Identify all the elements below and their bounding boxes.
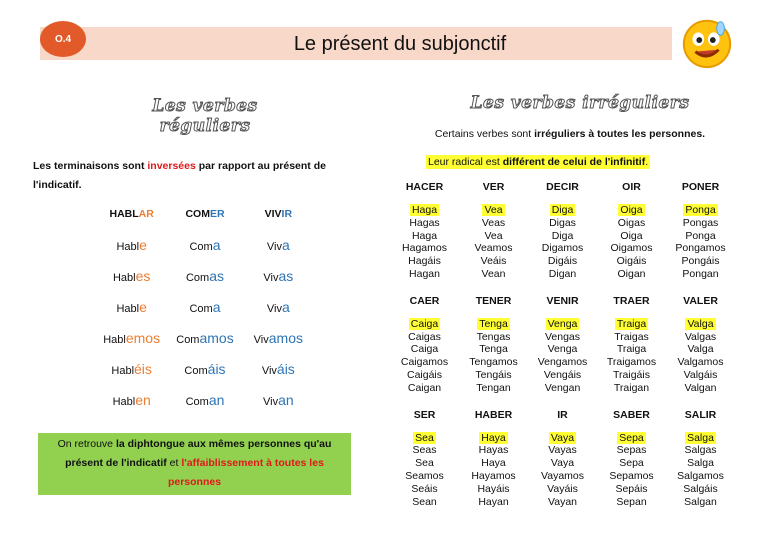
note-bold: la diphtongue aux mêmes personnes qu'au présent de l'indicatif	[65, 438, 332, 469]
verb-form: Diga	[551, 204, 574, 216]
conjugation-cell: Habléis	[111, 360, 152, 377]
verb-form: Sepan	[616, 495, 647, 508]
intro-highlight: inversées	[147, 160, 196, 172]
verb-form: Hagan	[409, 267, 440, 280]
verb-form: Oigamos	[610, 242, 653, 255]
verb-form: Vengamos	[537, 356, 588, 369]
verb-form: Vea	[484, 229, 503, 242]
verb-infinitive: TRAER	[613, 294, 650, 307]
verb-form: Hayas	[478, 444, 509, 457]
conjugation-cell: Comáis	[184, 360, 226, 377]
verb-form: Venga	[547, 317, 578, 330]
verb-infinitive: VER	[482, 181, 505, 193]
verb-form: Vayan	[548, 495, 577, 508]
verb-form: Tengas	[476, 330, 511, 343]
verb-form: Seáis	[411, 482, 438, 495]
verb-form: Seamos	[405, 469, 444, 482]
verb-form: Salgamos	[677, 469, 724, 482]
verb-form: Salga	[687, 457, 714, 470]
verb-form: Vayas	[548, 444, 577, 457]
verb-form: Haga	[411, 229, 438, 242]
verb-form: Sepa	[619, 457, 644, 470]
verb-infinitive: DECIR	[546, 181, 579, 193]
verb-form: Oigas	[617, 216, 646, 229]
verb-infinitive: HACER	[405, 181, 444, 193]
conjugation-cell: Comamos	[176, 329, 234, 346]
verb-form: Salgan	[684, 495, 717, 508]
verb-form: Valga	[687, 343, 714, 356]
page-title: Le présent du subjonctif	[293, 33, 507, 55]
verb-form: Haya	[481, 457, 506, 470]
verb-form: Hayamos	[471, 469, 516, 482]
verb-column	[390, 178, 459, 281]
verb-form: Hagas	[409, 216, 440, 229]
verb-form: Hayan	[478, 495, 509, 508]
regular-conjugation-table	[95, 198, 315, 415]
verb-form: Tenga	[479, 317, 508, 330]
regular-intro	[33, 157, 353, 195]
verb-form: Vayamos	[541, 469, 584, 482]
verb-column	[528, 406, 597, 509]
table-row	[95, 353, 315, 384]
verb-form: Ponga	[685, 204, 716, 216]
verb-form: Traigan	[613, 381, 650, 394]
verb-form: Sea	[415, 457, 434, 470]
verb-form: Sepáis	[615, 482, 648, 495]
verb-form: Caiga	[410, 343, 439, 356]
verb-form: Tengan	[476, 381, 511, 394]
verb-form: Caigamos	[400, 356, 449, 369]
verb-form: Vengan	[544, 381, 581, 394]
verb-form: Salgas	[684, 444, 717, 457]
radical-bold: différent de celui de l'infinitif	[502, 156, 646, 168]
verb-form: Vaya	[550, 457, 575, 470]
verb-form: Vengas	[544, 330, 581, 343]
verb-form: Hayáis	[477, 482, 510, 495]
verb-column	[666, 292, 735, 395]
verb-form: Vaya	[550, 431, 575, 444]
verb-form: Valgan	[684, 381, 717, 394]
irregular-verbs-grid	[390, 178, 735, 508]
verb-column	[528, 178, 597, 281]
verb-column	[597, 292, 666, 395]
note-red: l'affaiblissement à toutes les personnes	[167, 457, 324, 488]
verb-form: Sea	[415, 431, 434, 444]
verb-form: Digamos	[541, 242, 584, 255]
verb-form: Haga	[411, 204, 438, 216]
verb-infinitive: HABER	[474, 408, 513, 421]
irregular-intro	[400, 128, 740, 140]
radical-note	[426, 155, 650, 169]
verb-form: Sepas	[616, 444, 647, 457]
conjugation-cell: Hablen	[112, 391, 151, 408]
verb-form: Tengamos	[469, 356, 518, 369]
verb-form: Caiga	[410, 317, 439, 330]
verb-column	[459, 178, 528, 281]
verb-form: Vea	[484, 204, 503, 216]
table-row	[95, 260, 315, 291]
verb-form: Veamos	[474, 242, 513, 255]
verb-form: Caigas	[408, 330, 441, 343]
verb-form: Haya	[481, 431, 506, 444]
verb-form: Pongáis	[681, 255, 720, 268]
radical-end: .	[645, 156, 649, 168]
verb-infinitive: SER	[413, 408, 436, 421]
verb-infinitive: VALER	[683, 294, 718, 307]
irregular-verbs-heading: Les verbes irréguliers	[470, 93, 690, 113]
verb-form: Caigáis	[406, 368, 443, 381]
table-header	[95, 198, 315, 229]
column-header: VIVIR	[264, 207, 293, 220]
verb-column	[459, 292, 528, 395]
verb-form: Sepamos	[609, 469, 654, 482]
verb-form: Pongan	[682, 267, 719, 280]
conjugation-cell: Viva	[266, 298, 290, 315]
table-row	[95, 384, 315, 415]
verb-column	[666, 178, 735, 281]
conjugation-cell: Viva	[266, 236, 290, 253]
verb-form: Sean	[412, 495, 437, 508]
verb-form: Pongas	[682, 216, 719, 229]
verb-form: Oigáis	[616, 255, 647, 268]
conjugation-cell: Hable	[116, 298, 147, 315]
intro-text: Les terminaisons sont	[33, 160, 148, 172]
verb-form: Tenga	[479, 343, 508, 356]
verb-group	[390, 178, 735, 281]
verb-form: Hagamos	[402, 242, 447, 255]
verb-form: Oigan	[617, 267, 646, 280]
verb-form: Vayáis	[547, 482, 578, 495]
verb-infinitive: IR	[557, 408, 568, 421]
verb-column	[390, 292, 459, 395]
verb-form: Veas	[481, 216, 506, 229]
verb-form: Veáis	[480, 255, 507, 268]
table-row	[95, 322, 315, 353]
verb-form: Caigan	[407, 381, 442, 394]
verb-form: Vengáis	[543, 368, 582, 381]
verb-form: Digáis	[547, 255, 578, 268]
verb-column	[528, 292, 597, 395]
verb-infinitive: VENIR	[546, 294, 579, 307]
radical-text: Leur radical est	[428, 156, 503, 168]
verb-form: Tengáis	[475, 368, 512, 381]
verb-column	[459, 406, 528, 509]
conjugation-cell: Coman	[185, 391, 225, 408]
verb-form: Valgáis	[683, 368, 718, 381]
verb-form: Diga	[551, 229, 574, 242]
table-row	[95, 229, 315, 260]
verb-infinitive: PONER	[681, 181, 720, 193]
verb-form: Venga	[547, 343, 578, 356]
intro-bold: irréguliers à toutes les personnes.	[534, 128, 706, 140]
verb-form: Valgamos	[677, 356, 724, 369]
conjugation-cell: Vivas	[263, 267, 294, 284]
note-text: On retrouve	[57, 438, 116, 450]
verb-form: Ponga	[685, 229, 716, 242]
verb-form: Digan	[548, 267, 577, 280]
verb-form: Seas	[412, 444, 437, 457]
verb-form: Traigáis	[613, 368, 650, 381]
verb-form: Traigamos	[606, 356, 657, 369]
verb-column	[390, 406, 459, 509]
verb-column	[666, 406, 735, 509]
verb-form: Salgáis	[683, 482, 718, 495]
verb-form: Vean	[481, 267, 506, 280]
verb-form: Pongamos	[675, 242, 726, 255]
note-box	[38, 433, 351, 495]
regular-verbs-heading: Les verbes réguliers	[152, 96, 258, 136]
conjugation-cell: Comas	[185, 267, 224, 284]
conjugation-cell: Coma	[189, 298, 221, 315]
conjugation-cell: Hablemos	[103, 329, 161, 346]
intro-text-end: par rapport au présent de l'indicatif.	[33, 160, 326, 191]
verb-infinitive: TENER	[475, 294, 512, 307]
verb-infinitive: SALIR	[684, 408, 717, 421]
verb-form: Traiga	[616, 343, 647, 356]
verb-form: Valga	[687, 317, 714, 330]
verb-form: Traiga	[616, 317, 647, 330]
conjugation-cell: Vivan	[262, 391, 294, 408]
conjugation-cell: Viváis	[261, 360, 295, 377]
conjugation-cell: Hables	[112, 267, 151, 284]
verb-column	[597, 406, 666, 509]
column-header: COMER	[185, 207, 225, 220]
verb-column	[597, 178, 666, 281]
table-row	[95, 291, 315, 322]
lesson-badge: O.4	[40, 21, 86, 57]
column-header: HABLAR	[109, 207, 154, 220]
verb-group	[390, 406, 735, 509]
conjugation-cell: Hable	[116, 236, 147, 253]
verb-form: Traigas	[614, 330, 649, 343]
verb-form: Valgas	[684, 330, 717, 343]
intro-text: Certains verbes sont	[434, 128, 535, 140]
verb-form: Oiga	[620, 204, 643, 216]
note-text-mid: et	[166, 457, 182, 469]
verb-form: Digas	[549, 216, 576, 229]
conjugation-cell: Vivamos	[253, 329, 303, 346]
verb-infinitive: OIR	[622, 181, 641, 193]
winking-smiley-icon	[678, 13, 736, 71]
verb-form: Sepa	[619, 431, 644, 444]
verb-form: Hagáis	[408, 255, 441, 268]
conjugation-cell: Coma	[189, 236, 221, 253]
verb-form: Oiga	[620, 229, 643, 242]
verb-infinitive: SABER	[613, 408, 650, 421]
verb-infinitive: CAER	[409, 294, 440, 307]
verb-group	[390, 292, 735, 395]
verb-form: Salga	[687, 431, 714, 444]
